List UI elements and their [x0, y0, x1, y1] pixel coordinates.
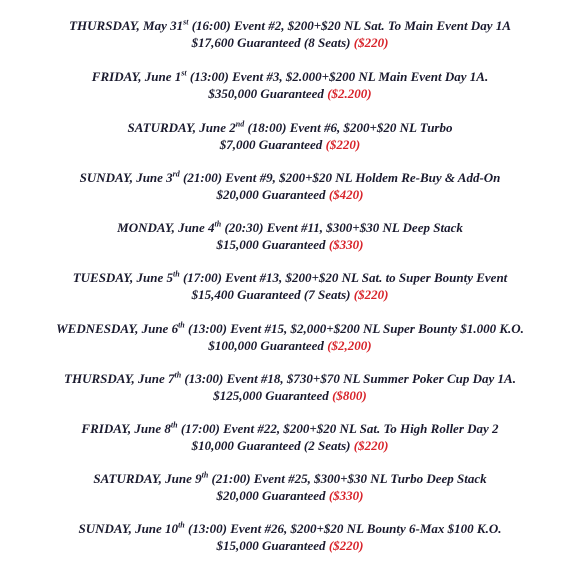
event-entry — [0, 219, 580, 253]
event-entry — [0, 269, 580, 303]
event-guarantee: $125,000 Guaranteed — [213, 388, 329, 403]
event-day: FRIDAY, June 8 — [81, 421, 171, 436]
event-title-line — [0, 119, 580, 136]
event-guarantee: $15,000 Guaranteed — [216, 538, 326, 553]
event-price: ($220) — [353, 35, 389, 50]
event-details: (16:00) Event #2, $200+$20 NL Sat. To Main Event Day 1A — [188, 18, 511, 33]
event-guarantee-line — [0, 186, 580, 203]
date-suffix: st — [183, 17, 189, 27]
event-title-line — [0, 17, 580, 34]
event-price: ($330) — [328, 488, 364, 503]
event-price: ($220) — [325, 137, 361, 152]
event-guarantee: $15,400 Guaranteed (7 Seats) — [191, 287, 351, 302]
event-entry — [0, 119, 580, 153]
event-day: TUESDAY, June 5 — [72, 270, 174, 285]
event-guarantee: $350,000 Guaranteed — [208, 86, 324, 101]
event-price: ($220) — [353, 438, 389, 453]
event-day: SATURDAY, June 9 — [93, 471, 202, 486]
event-title-line — [0, 370, 580, 387]
date-suffix: th — [178, 320, 185, 330]
event-guarantee: $17,600 Guaranteed (8 Seats) — [191, 35, 351, 50]
event-guarantee-line — [0, 236, 580, 253]
event-details: (13:00) Event #18, $730+$70 NL Summer Poker Cup Day 1A. — [181, 371, 516, 386]
event-title-line — [0, 269, 580, 286]
event-day: SUNDAY, June 3 — [79, 170, 173, 185]
event-day: SATURDAY, June 2 — [127, 120, 236, 135]
event-title-line — [0, 169, 580, 186]
date-suffix: th — [214, 219, 222, 229]
event-details: (18:00) Event #6, $200+$20 NL Turbo — [244, 120, 453, 135]
event-details: (13:00) Event #3, $2.000+$200 NL Main Event Day 1A. — [186, 69, 489, 84]
event-entry — [0, 470, 580, 504]
event-title-line — [0, 420, 580, 437]
event-guarantee: $15,000 Guaranteed — [216, 237, 326, 252]
date-suffix: nd — [235, 119, 245, 129]
event-price: ($800) — [332, 388, 367, 403]
event-entry — [0, 420, 580, 454]
event-entry — [0, 68, 580, 102]
event-guarantee: $20,000 Guaranteed — [216, 187, 326, 202]
event-guarantee-line — [0, 337, 580, 354]
event-entry — [0, 320, 580, 354]
event-details: (21:00) Event #25, $300+$30 NL Turbo Deep Stack — [208, 471, 487, 486]
event-guarantee-line — [0, 136, 580, 153]
event-entry — [0, 17, 580, 51]
event-title-line — [0, 520, 580, 537]
event-guarantee: $20,000 Guaranteed — [216, 488, 326, 503]
event-details: (17:00) Event #22, $200+$20 NL Sat. To High Roller Day 2 — [177, 421, 499, 436]
date-suffix: th — [170, 420, 178, 430]
event-price: ($220) — [328, 538, 364, 553]
event-entry — [0, 370, 580, 404]
event-details: (13:00) Event #15, $2,000+$200 NL Super Bounty $1.000 K.O. — [184, 321, 524, 336]
event-price: ($420) — [328, 187, 364, 202]
event-guarantee-line — [0, 387, 580, 404]
date-suffix: th — [173, 269, 180, 279]
event-price: ($2.200) — [327, 86, 372, 101]
event-day: THURSDAY, June 7 — [64, 371, 175, 386]
event-day: FRIDAY, June 1 — [91, 69, 182, 84]
event-title-line — [0, 320, 580, 337]
event-title-line — [0, 470, 580, 487]
date-suffix: rd — [172, 169, 180, 179]
event-guarantee: $7,000 Guaranteed — [219, 137, 323, 152]
event-day: SUNDAY, June 10 — [78, 521, 179, 536]
date-suffix: st — [181, 68, 187, 78]
event-day: MONDAY, June 4 — [117, 220, 215, 235]
event-details: (17:00) Event #13, $200+$20 NL Sat. to Super Bounty Event — [179, 270, 508, 285]
event-guarantee-line — [0, 286, 580, 303]
event-entry — [0, 169, 580, 203]
event-guarantee: $100,000 Guaranteed — [208, 338, 324, 353]
event-details: (20:30) Event #11, $300+$30 NL Deep Stack — [221, 220, 463, 235]
event-price: ($2,200) — [327, 338, 372, 353]
date-suffix: th — [178, 520, 185, 530]
event-title-line — [0, 68, 580, 85]
event-entry — [0, 520, 580, 554]
event-title-line — [0, 219, 580, 236]
event-guarantee-line — [0, 34, 580, 51]
date-suffix: th — [174, 370, 182, 380]
event-guarantee-line — [0, 437, 580, 454]
event-details: (13:00) Event #26, $200+$20 NL Bounty 6-Max $100 K.O. — [184, 521, 502, 536]
event-day: THURSDAY, May 31 — [69, 18, 184, 33]
date-suffix: th — [201, 470, 209, 480]
event-price: ($220) — [353, 287, 389, 302]
event-details: (21:00) Event #9, $200+$20 NL Holdem Re-Buy & Add-On — [179, 170, 501, 185]
event-day: WEDNESDAY, June 6 — [56, 321, 179, 336]
event-price: ($330) — [328, 237, 364, 252]
event-guarantee-line — [0, 487, 580, 504]
event-guarantee-line — [0, 85, 580, 102]
event-guarantee-line — [0, 537, 580, 554]
event-guarantee: $10,000 Guaranteed (2 Seats) — [191, 438, 351, 453]
